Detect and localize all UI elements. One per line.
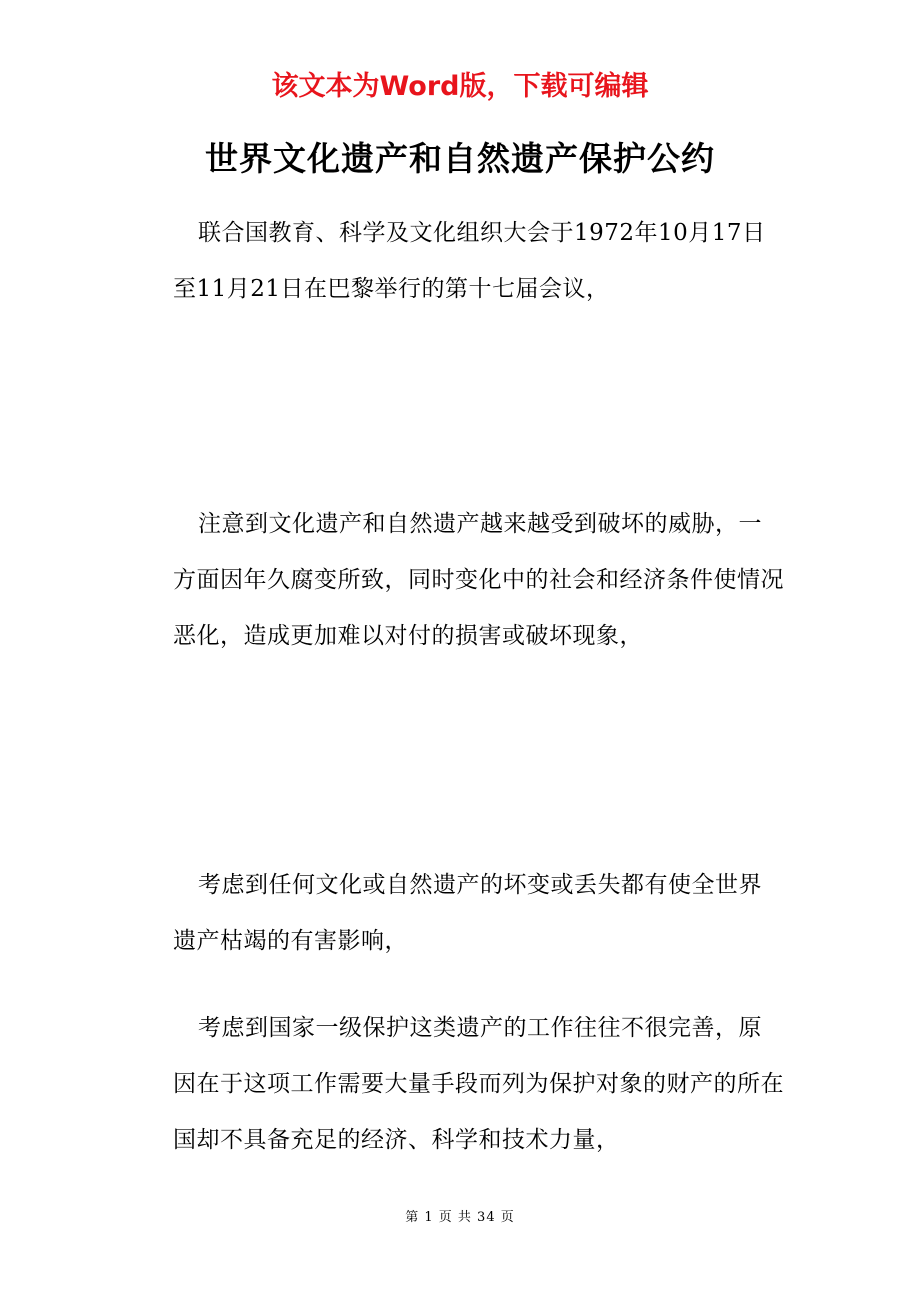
paragraph: 考虑到国家一级保护这类遗产的工作往往不很完善，原因在于这项工作需要大量手段而列为保护对象的财产的所在国却不具备充足的经济、科学和技术力量， — [173, 1015, 784, 1153]
paragraph: 联合国教育、科学及文化组织大会于1972年10月17日至11月21日在巴黎举行的第十七届会议， — [173, 220, 766, 302]
paragraph: 考虑到任何文化或自然遗产的坏变或丢失都有使全世界遗产枯竭的有害影响， — [173, 872, 762, 954]
paragraph: 注意到文化遗产和自然遗产越来越受到破坏的威胁，一方面因年久腐变所致，同时变化中的社会和经济条件使情况恶化，造成更加难以对付的损害或破坏现象， — [173, 511, 784, 649]
editable-word-banner: 该文本为Word版，下载可编辑 — [271, 71, 649, 102]
page-number-footer: 第 1 页 共 34 页 — [405, 1210, 515, 1225]
document-title: 世界文化遗产和自然遗产保护公约 — [205, 139, 715, 178]
